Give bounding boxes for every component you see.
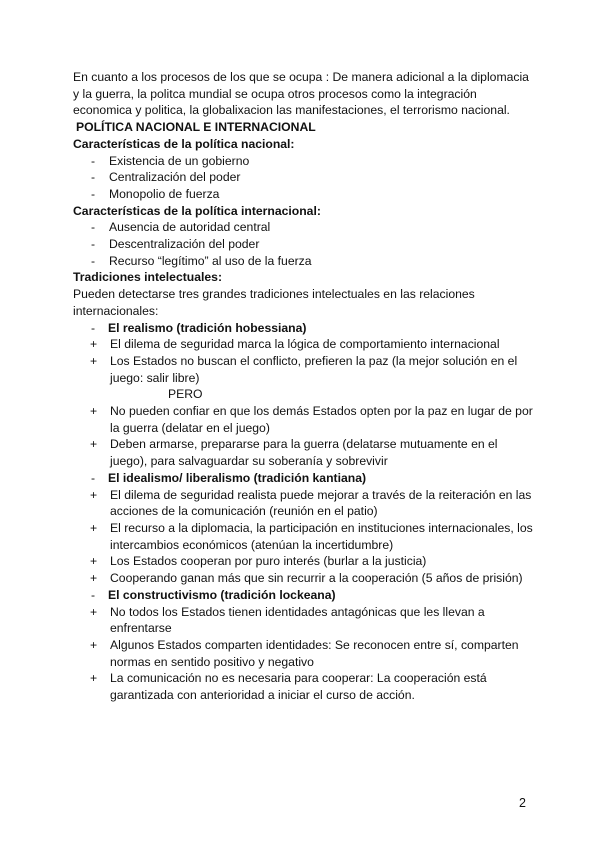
section-idealismo (73, 470, 533, 487)
plus-marker: + (90, 571, 98, 586)
section-title: El constructivismo (tradición lockeana) (108, 587, 336, 602)
list-item (73, 604, 533, 637)
document-page (73, 69, 533, 704)
list-item-text: Deben armarse, prepararse para la guerra (delatarse mutuamente en el juego), para salvaguardar su soberanía y sobrevivir (110, 437, 498, 469)
pero-text: PERO (168, 387, 203, 402)
constructivismo-list (73, 604, 533, 704)
national-heading: Características de la política nacional: (73, 136, 295, 151)
plus-marker: + (90, 353, 98, 368)
list-item (73, 436, 533, 469)
plus-marker: + (90, 487, 98, 502)
plus-marker: + (90, 604, 98, 619)
plus-marker: + (90, 337, 98, 352)
international-list (73, 219, 533, 269)
idealismo-list (73, 487, 533, 587)
section-constructivismo (73, 587, 533, 604)
national-list (73, 153, 533, 203)
list-item: - Monopolio de fuerza (73, 186, 533, 203)
list-item (73, 487, 533, 520)
plus-marker: + (90, 637, 98, 652)
section-realismo (73, 320, 533, 337)
section-title: El idealismo/ liberalismo (tradición kantiana) (108, 470, 367, 485)
international-heading: Características de la política internacional: (73, 203, 321, 218)
dash-marker: - (91, 587, 96, 602)
list-item: - Existencia de un gobierno (73, 153, 533, 170)
list-item-text: El dilema de seguridad marca la lógica de comportamiento internacional (110, 337, 500, 352)
list-item-text: El recurso a la diplomacia, la participación en instituciones internacionales, los intercambios económicos (atenúan la incertidumbre) (110, 520, 533, 552)
list-item-text: El dilema de seguridad realista puede mejorar a través de la reiteración en las acciones de la comunicación (reunión en el patio) (110, 487, 532, 519)
list-item-text: No todos los Estados tienen identidades antagónicas que les llevan a enfrentarse (110, 604, 485, 636)
list-item (73, 637, 533, 670)
list-item: - Descentralización del poder (73, 236, 533, 253)
intro-paragraph: En cuanto a los procesos de los que se ocupa : De manera adicional a la diplomacia y la guerra, la politca mundial se ocupa otros procesos como la integración economica y politica, la globalixacion las manifestaciones, el terrorismo nacional. (73, 70, 529, 118)
list-item-text: Los Estados no buscan el conflicto, prefieren la paz (la mejor solución en el juego: salir libre) (110, 353, 518, 385)
traditions-heading: Tradiciones intelectuales: (73, 270, 223, 285)
list-item-text: Los Estados cooperan por puro interés (burlar a la justicia) (110, 554, 427, 569)
main-heading: POLÍTICA NACIONAL E INTERNACIONAL (76, 120, 316, 135)
plus-marker: + (90, 404, 98, 419)
plus-marker: + (90, 520, 98, 535)
list-item-text: Algunos Estados comparten identidades: Se reconocen entre sí, comparten normas en sentido positivo y negativo (110, 637, 519, 669)
list-item: - Ausencia de autoridad central (73, 219, 533, 236)
list-item: - Centralización del poder (73, 169, 533, 186)
plus-marker: + (90, 437, 98, 452)
list-item-text: No pueden confiar en que los demás Estados opten por la paz en lugar de por la guerra (delatar en el juego) (110, 404, 533, 435)
dash-marker: - (91, 470, 96, 485)
list-item (73, 553, 533, 570)
realismo-list-continued (73, 403, 533, 470)
realismo-list (73, 336, 533, 386)
list-item-text: La comunicación no es necesaria para cooperar: La cooperación está garantizada con anterioridad a iniciar el curso de acción. (110, 671, 487, 703)
page-number: 2 (519, 796, 526, 810)
list-item-text: Cooperando ganan más que sin recurrir a la cooperación (5 años de prisión) (110, 571, 523, 586)
list-item (73, 670, 533, 703)
traditions-intro: Pueden detectarse tres grandes tradiciones intelectuales en las relaciones internacionales: (73, 287, 475, 318)
section-title: El realismo (tradición hobessiana) (108, 320, 307, 335)
list-item (73, 353, 533, 386)
list-item (73, 520, 533, 553)
list-item (73, 336, 533, 353)
list-item (73, 403, 533, 436)
plus-marker: + (90, 671, 98, 686)
list-item: - Recurso “legítimo” al uso de la fuerza (73, 253, 533, 270)
dash-marker: - (91, 320, 96, 335)
list-item (73, 570, 533, 587)
plus-marker: + (90, 554, 98, 569)
